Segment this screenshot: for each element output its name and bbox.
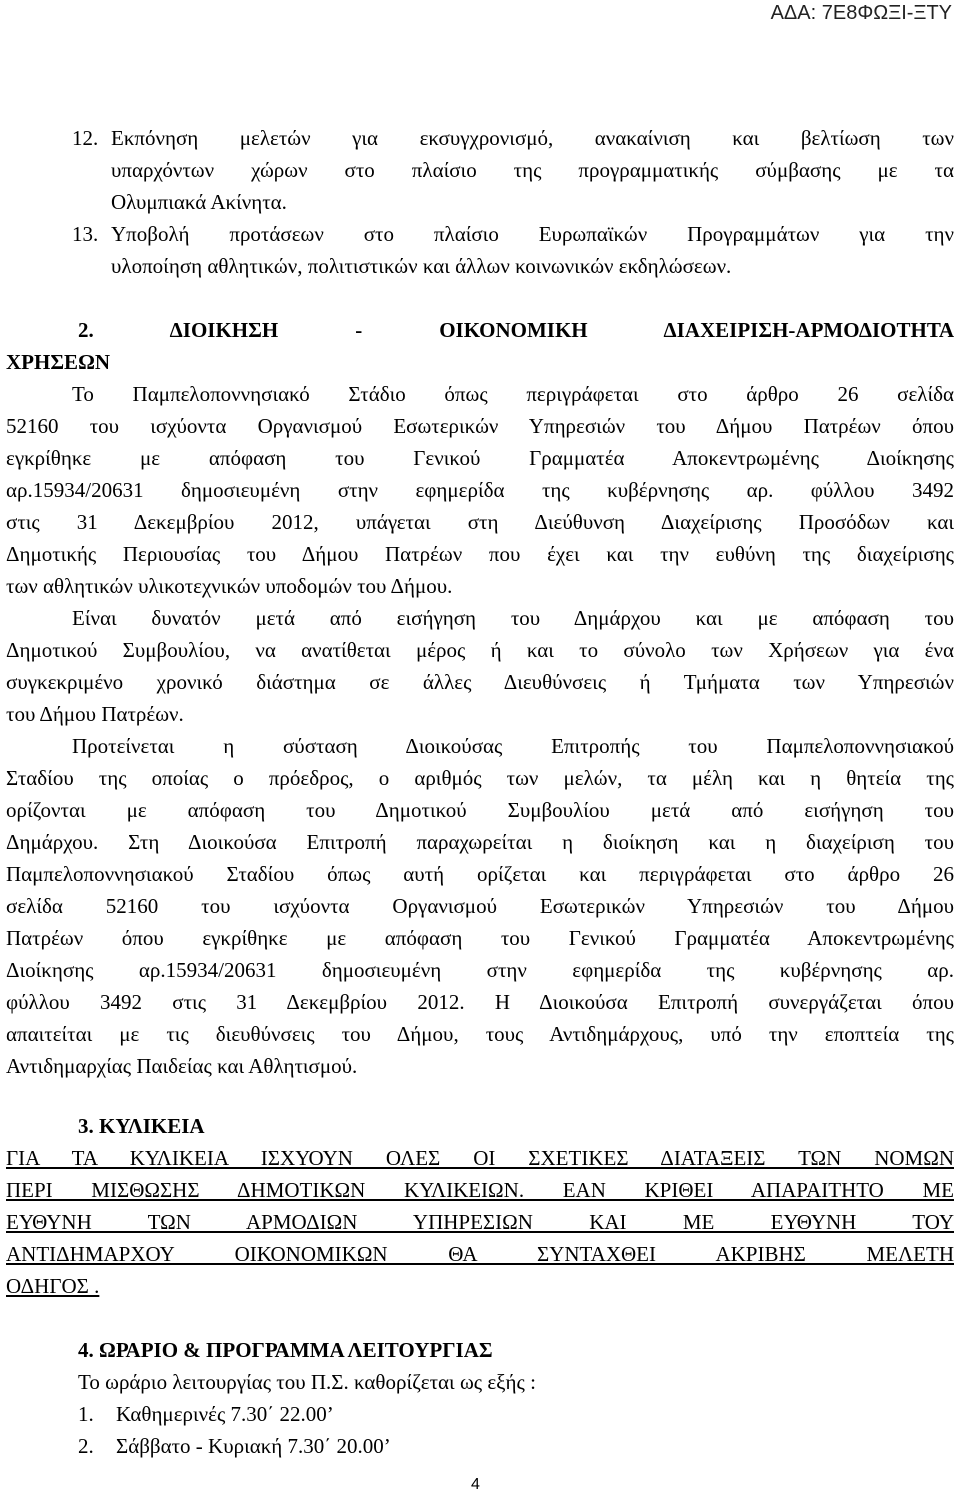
section-2-heading-line: 2. ΔΙΟΙΚΗΣΗ - ΟΙΚΟΝΟΜΙΚΗ ΔΙΑΧΕΙΡΙΣΗ-ΑΡΜΟΔΙΟΤΗΤΑ — [78, 318, 954, 342]
paragraph-line: σελίδα 52160 του ισχύοντα Οργανισμού Εσωτερικών Υπηρεσιών του Δήμου — [6, 894, 954, 918]
section-4-intro: Το ωράριο λειτουργίας του Π.Σ. καθορίζεται ως εξής : — [78, 1370, 536, 1394]
paragraph-line: Είναι δυνατόν μετά από εισήγηση του Δημάρχου και με απόφαση του — [72, 606, 954, 630]
list-item-text: Σάββατο - Κυριακή 7.30΄ 20.00’ — [116, 1434, 391, 1458]
paragraph-line: Δημάρχου. Στη Διοικούσα Επιτροπή παραχωρείται η διοίκηση και η διαχείριση του — [6, 830, 954, 854]
list-item-number: 1. — [78, 1402, 94, 1426]
section-4-heading: 4. ΩΡΑΡΙΟ & ΠΡΟΓΡΑΜΜΑ ΛΕΙΤΟΥΡΓΙΑΣ — [78, 1338, 493, 1362]
section-2-paragraph-3 — [6, 730, 954, 1082]
section-3-heading: 3. ΚΥΛΙΚΕΙΑ — [78, 1114, 205, 1138]
list-item-line: Υποβολή προτάσεων στο πλαίσιο Ευρωπαϊκών Προγραμμάτων για την — [111, 222, 954, 246]
page-number: 4 — [471, 1476, 480, 1493]
section-2-paragraph-1 — [6, 378, 954, 602]
list-item-text: Καθημερινές 7.30΄ 22.00’ — [116, 1402, 334, 1426]
list-item-line: υπαρχόντων χώρων στο πλαίσιο της προγραμματικής σύμβασης με τα — [111, 158, 954, 182]
paragraph-line: ΓΙΑ ΤΑ ΚΥΛΙΚΕΙΑ ΙΣΧΥΟΥΝ ΟΛΕΣ ΟΙ ΣΧΕΤΙΚΕΣ ΔΙΑΤΑΞΕΙΣ ΤΩΝ ΝΟΜΩΝ — [6, 1146, 954, 1170]
paragraph-line: Διοίκησης αρ.15934/20631 δημοσιευμένη στην εφημερίδα της κυβέρνησης αρ. — [6, 958, 954, 982]
paragraph-line: των αθλητικών υλικοτεχνικών υποδομών του Δήμου. — [6, 574, 453, 598]
list-item-number: 12. — [72, 126, 99, 150]
paragraph-line: Δημοτικής Περιουσίας του Δήμου Πατρέων που έχει και την ευθύνη της διαχείρισης — [6, 542, 954, 566]
list-item-number: 2. — [78, 1434, 94, 1458]
list-item-line: Ολυμπιακά Ακίνητα. — [111, 190, 287, 214]
list-item-line: Εκπόνηση μελετών για εκσυγχρονισμό, ανακαίνιση και βελτίωση των — [111, 126, 954, 150]
paragraph-line: ΠΕΡΙ ΜΙΣΘΩΣΗΣ ΔΗΜΟΤΙΚΩΝ ΚΥΛΙΚΕΙΩΝ. ΕΑΝ ΚΡΙΘΕΙ ΑΠΑΡΑΙΤΗΤΟ ΜΕ — [6, 1178, 954, 1202]
paragraph-line: αρ.15934/20631 δημοσιευμένη στην εφημερίδα της κυβέρνησης αρ. φύλλου 3492 — [6, 478, 954, 502]
paragraph-line: 52160 του ισχύοντα Οργανισμού Εσωτερικών Υπηρεσιών του Δήμου Πατρέων όπου — [6, 414, 954, 438]
paragraph-line: απαιτείται με τις διευθύνσεις του Δήμου, τους Αντιδημάρχους, υπό την εποπτεία της — [6, 1022, 954, 1046]
paragraph-line: Παμπελοποννησιακού Σταδίου όπως αυτή ορίζεται και περιγράφεται στο άρθρο 26 — [6, 862, 954, 886]
section-2-paragraph-2 — [6, 602, 954, 730]
section-2-heading-line: ΧΡΗΣΕΩΝ — [6, 350, 111, 374]
section-2-heading — [6, 314, 954, 378]
section-3-body — [6, 1142, 954, 1302]
paragraph-line: Δημοτικού Συμβουλίου, να ανατίθεται μέρος ή και το σύνολο των Χρήσεων για ένα — [6, 638, 954, 662]
paragraph-line: Προτείνεται η σύσταση Διοικούσας Επιτροπής του Παμπελοποννησιακού — [72, 734, 954, 758]
ada-code: ΑΔΑ: 7Ε8ΦΩΞΙ-ΞΤΥ — [770, 2, 952, 24]
list-item-number: 13. — [72, 222, 99, 246]
paragraph-line: ΕΥΘΥΝΗ ΤΩΝ ΑΡΜΟΔΙΩΝ ΥΠΗΡΕΣΙΩΝ ΚΑΙ ΜΕ ΕΥΘΥΝΗ ΤΟΥ — [6, 1210, 954, 1234]
paragraph-line: ΟΔΗΓΟΣ . — [6, 1274, 100, 1298]
paragraph-line: ΑΝΤΙΔΗΜΑΡΧΟΥ ΟΙΚΟΝΟΜΙΚΩΝ ΘΑ ΣΥΝΤΑΧΘΕΙ ΑΚΡΙΒΗΣ ΜΕΛΕΤΗ — [6, 1242, 954, 1266]
paragraph-line: στις 31 Δεκεμβρίου 2012, υπάγεται στη Διεύθυνση Διαχείρισης Προσόδων και — [6, 510, 954, 534]
paragraph-line: Σταδίου της οποίας ο πρόεδρος, ο αριθμός των μελών, τα μέλη και η θητεία της — [6, 766, 954, 790]
paragraph-line: συγκεκριμένο χρονικό διάστημα σε άλλες Διευθύνσεις ή Τμήματα των Υπηρεσιών — [6, 670, 954, 694]
list-item-line: υλοποίηση αθλητικών, πολιτιστικών και άλλων κοινωνικών εκδηλώσεων. — [111, 254, 732, 278]
paragraph-line: Το Παμπελοποννησιακό Στάδιο όπως περιγράφεται στο άρθρο 26 σελίδα — [72, 382, 954, 406]
paragraph-line: Πατρέων όπου εγκρίθηκε με απόφαση του Γενικού Γραμματέα Αποκεντρωμένης — [6, 926, 954, 950]
paragraph-line: Αντιδημαρχίας Παιδείας και Αθλητισμού. — [6, 1054, 358, 1078]
paragraph-line: ορίζονται με απόφαση του Δημοτικού Συμβουλίου μετά από εισήγηση του — [6, 798, 954, 822]
paragraph-line: εγκρίθηκε με απόφαση του Γενικού Γραμματέα Αποκεντρωμένης Διοίκησης — [6, 446, 954, 470]
paragraph-line: του Δήμου Πατρέων. — [6, 702, 184, 726]
paragraph-line: φύλλου 3492 στις 31 Δεκεμβρίου 2012. Η Διοικούσα Επιτροπή συνεργάζεται όπου — [6, 990, 954, 1014]
